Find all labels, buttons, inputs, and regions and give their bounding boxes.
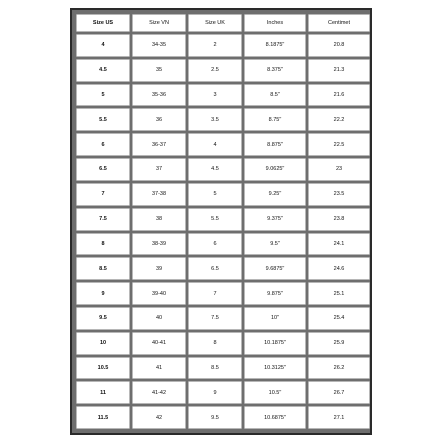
cell-inches: 8.375" <box>244 59 306 82</box>
cell-inches: 10.6875" <box>244 406 306 429</box>
header-row <box>76 14 370 32</box>
header-size-vn: Size VN <box>132 14 186 32</box>
cell-size-uk: 5 <box>188 183 242 206</box>
cell-centimet: 24.1 <box>308 233 370 256</box>
cell-size-us: 8 <box>76 233 130 256</box>
cell-size-vn: 40-41 <box>132 332 186 355</box>
cell-centimet: 23.8 <box>308 208 370 231</box>
header-size-uk: Size UK <box>188 14 242 32</box>
table-row <box>76 406 370 429</box>
header-inches: Inches <box>244 14 306 32</box>
size-chart-table <box>74 12 372 431</box>
cell-centimet: 22.2 <box>308 108 370 131</box>
cell-size-us: 8.5 <box>76 257 130 280</box>
cell-size-uk: 9 <box>188 381 242 404</box>
cell-size-us: 4 <box>76 34 130 57</box>
cell-inches: 8.875" <box>244 133 306 156</box>
cell-size-uk: 7 <box>188 282 242 305</box>
cell-size-us: 9 <box>76 282 130 305</box>
cell-size-uk: 3.5 <box>188 108 242 131</box>
table-row <box>76 133 370 156</box>
header-size-us: Size US <box>76 14 130 32</box>
cell-inches: 8.75" <box>244 108 306 131</box>
cell-centimet: 21.3 <box>308 59 370 82</box>
cell-centimet: 25.4 <box>308 307 370 330</box>
cell-size-us: 6 <box>76 133 130 156</box>
cell-centimet: 27.1 <box>308 406 370 429</box>
cell-inches: 10" <box>244 307 306 330</box>
cell-inches: 10.5" <box>244 381 306 404</box>
table-row <box>76 357 370 380</box>
cell-size-uk: 9.5 <box>188 406 242 429</box>
table-row <box>76 34 370 57</box>
header-centimet: Centimet <box>308 14 370 32</box>
table-row <box>76 332 370 355</box>
table-row <box>76 183 370 206</box>
cell-centimet: 23 <box>308 158 370 181</box>
table-row <box>76 59 370 82</box>
cell-centimet: 23.5 <box>308 183 370 206</box>
cell-size-vn: 38 <box>132 208 186 231</box>
cell-size-us: 5 <box>76 84 130 107</box>
cell-centimet: 26.2 <box>308 357 370 380</box>
cell-size-uk: 8 <box>188 332 242 355</box>
cell-size-uk: 2.5 <box>188 59 242 82</box>
cell-size-vn: 36-37 <box>132 133 186 156</box>
cell-inches: 9.25" <box>244 183 306 206</box>
cell-size-us: 7 <box>76 183 130 206</box>
cell-size-uk: 6 <box>188 233 242 256</box>
cell-inches: 10.1875" <box>244 332 306 355</box>
cell-size-vn: 37-38 <box>132 183 186 206</box>
cell-inches: 8.1875" <box>244 34 306 57</box>
cell-centimet: 26.7 <box>308 381 370 404</box>
table-row <box>76 208 370 231</box>
cell-inches: 9.0625" <box>244 158 306 181</box>
table-row <box>76 307 370 330</box>
cell-size-uk: 4.5 <box>188 158 242 181</box>
cell-size-us: 10 <box>76 332 130 355</box>
cell-size-uk: 3 <box>188 84 242 107</box>
size-chart-frame <box>70 8 372 435</box>
cell-size-vn: 39 <box>132 257 186 280</box>
cell-centimet: 24.6 <box>308 257 370 280</box>
cell-inches: 9.375" <box>244 208 306 231</box>
cell-size-vn: 39-40 <box>132 282 186 305</box>
cell-inches: 9.6875" <box>244 257 306 280</box>
cell-inches: 9.5" <box>244 233 306 256</box>
table-row <box>76 282 370 305</box>
cell-size-us: 11 <box>76 381 130 404</box>
cell-size-us: 4.5 <box>76 59 130 82</box>
cell-size-vn: 35 <box>132 59 186 82</box>
cell-size-vn: 41-42 <box>132 381 186 404</box>
cell-size-vn: 35-36 <box>132 84 186 107</box>
cell-centimet: 21.6 <box>308 84 370 107</box>
cell-size-vn: 42 <box>132 406 186 429</box>
table-row <box>76 381 370 404</box>
cell-centimet: 22.5 <box>308 133 370 156</box>
cell-inches: 10.3125" <box>244 357 306 380</box>
cell-size-us: 7.5 <box>76 208 130 231</box>
cell-size-us: 11.5 <box>76 406 130 429</box>
cell-centimet: 25.9 <box>308 332 370 355</box>
cell-size-uk: 8.5 <box>188 357 242 380</box>
table-row <box>76 233 370 256</box>
cell-centimet: 20.8 <box>308 34 370 57</box>
cell-centimet: 25.1 <box>308 282 370 305</box>
cell-size-vn: 36 <box>132 108 186 131</box>
cell-size-us: 5.5 <box>76 108 130 131</box>
cell-size-vn: 38-39 <box>132 233 186 256</box>
cell-size-uk: 2 <box>188 34 242 57</box>
cell-size-us: 9.5 <box>76 307 130 330</box>
cell-size-us: 10.5 <box>76 357 130 380</box>
cell-size-vn: 37 <box>132 158 186 181</box>
cell-size-us: 6.5 <box>76 158 130 181</box>
cell-size-vn: 34-35 <box>132 34 186 57</box>
cell-inches: 9.875" <box>244 282 306 305</box>
cell-size-uk: 6.5 <box>188 257 242 280</box>
cell-size-uk: 7.5 <box>188 307 242 330</box>
table-row <box>76 257 370 280</box>
cell-inches: 8.5" <box>244 84 306 107</box>
cell-size-uk: 5.5 <box>188 208 242 231</box>
cell-size-vn: 41 <box>132 357 186 380</box>
cell-size-uk: 4 <box>188 133 242 156</box>
table-row <box>76 158 370 181</box>
table-row <box>76 84 370 107</box>
table-row <box>76 108 370 131</box>
cell-size-vn: 40 <box>132 307 186 330</box>
